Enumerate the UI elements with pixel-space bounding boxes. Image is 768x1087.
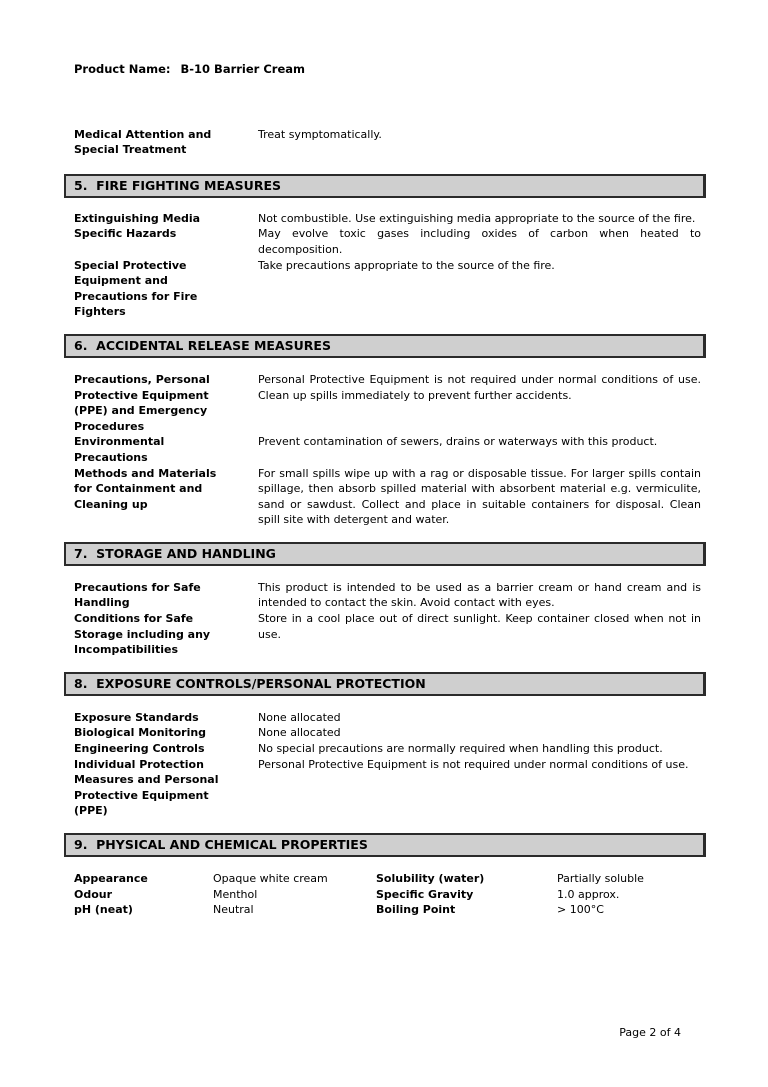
section-title: 9. PHYSICAL AND CHEMICAL PROPERTIES — [74, 837, 368, 852]
field-value: Take precautions appropriate to the source of the fire. — [258, 258, 555, 272]
field-value: May evolve toxic gases including oxides of carbon when heated to decomposition. — [258, 227, 701, 256]
field-row — [74, 741, 701, 757]
field-row — [74, 710, 701, 726]
field-value: Store in a cool place out of direct sunlight. Keep container closed when not in use. — [258, 612, 701, 641]
property-label: Solubility (water) — [376, 872, 485, 885]
section-title: 7. STORAGE AND HANDLING — [74, 545, 276, 561]
product-name-line — [74, 62, 701, 78]
section-header-bar — [64, 334, 706, 358]
product-name-value: B-10 Barrier Cream — [180, 62, 305, 76]
field-row — [74, 466, 701, 528]
property-value: Menthol — [213, 887, 258, 901]
section-header-bar — [64, 672, 706, 696]
field-value: This product is intended to be used as a barrier cream or hand cream and is intended to contact the skin. Avoid contact with eyes. — [258, 580, 701, 610]
field-row — [74, 372, 701, 434]
field-row — [74, 580, 701, 611]
field-label: Environmental Precautions — [74, 435, 165, 464]
field-row — [74, 226, 701, 257]
property-value: Partially soluble — [557, 872, 644, 885]
page-number: Page 2 of 4 — [619, 1026, 681, 1039]
property-row — [74, 871, 701, 887]
field-label: Precautions, Personal Protective Equipment (PPE) and Emergency Procedures — [74, 372, 210, 433]
field-row — [74, 434, 701, 465]
field-label: Biological Monitoring — [74, 726, 207, 740]
field-value: Not combustible. Use extinguishing media appropriate to the source of the fire. — [258, 211, 696, 225]
property-label: Appearance — [74, 872, 148, 885]
property-value: 1.0 approx. — [557, 887, 620, 901]
field-row — [74, 258, 701, 320]
property-value: > 100°C — [557, 903, 604, 917]
property-label: Specific Gravity — [376, 887, 474, 901]
field-value: None allocated — [258, 726, 341, 740]
field-label: Special Protective Equipment and Precautions for Fire Fighters — [74, 258, 198, 319]
section-body — [74, 871, 701, 918]
field-label: Exposure Standards — [74, 710, 199, 724]
property-label: pH (neat) — [74, 903, 133, 917]
property-row — [74, 887, 701, 903]
field-value: None allocated — [258, 710, 341, 724]
section-header-bar — [64, 542, 706, 566]
field-value: Prevent contamination of sewers, drains or waterways with this product. — [258, 435, 658, 449]
field-value: Personal Protective Equipment is not required under normal conditions of use. — [258, 757, 689, 771]
field-value: Personal Protective Equipment is not required under normal conditions of use. Clean up spills immediately to prevent further accidents. — [258, 372, 701, 402]
property-value: Opaque white cream — [213, 872, 328, 885]
field-row — [74, 757, 701, 819]
section-title: 8. EXPOSURE CONTROLS/PERSONAL PROTECTION — [74, 675, 426, 691]
sections-container — [0, 174, 768, 918]
field-row — [74, 725, 701, 741]
field-value: Treat symptomatically. — [258, 127, 382, 141]
section-body — [74, 710, 701, 819]
section-title: 5. FIRE FIGHTING MEASURES — [74, 177, 281, 193]
field-label: Individual Protection Measures and Personal Protective Equipment (PPE) — [74, 757, 219, 818]
section-body — [74, 372, 701, 528]
property-row — [74, 902, 701, 918]
product-name-label: Product Name: — [74, 62, 171, 76]
section-header-bar — [64, 833, 706, 857]
section-title: 6. ACCIDENTAL RELEASE MEASURES — [74, 337, 331, 353]
field-value: No special precautions are normally required when handling this product. — [258, 742, 663, 756]
section-body — [74, 580, 701, 658]
field-label: Specific Hazards — [74, 227, 177, 241]
property-value: Neutral — [213, 903, 254, 917]
field-row — [74, 211, 701, 227]
field-label: Precautions for Safe Handling — [74, 580, 201, 610]
field-row — [74, 611, 701, 658]
section-body — [74, 211, 701, 320]
property-label: Odour — [74, 887, 113, 901]
intro-field-rows — [74, 127, 701, 158]
property-label: Boiling Point — [376, 903, 456, 917]
section-header-bar — [64, 174, 706, 198]
field-label: Conditions for Safe Storage including any Incompatibilities — [74, 612, 211, 657]
field-label: Medical Attention and Special Treatment — [74, 127, 212, 157]
field-label: Methods and Materials for Containment and Cleaning up — [74, 466, 217, 511]
field-row — [74, 127, 701, 158]
field-label: Engineering Controls — [74, 742, 205, 756]
field-value: For small spills wipe up with a rag or disposable tissue. For larger spills contain spillage, then absorb spilled material with absorbent material e.g. vermiculite, sand or sawdust. Collect and place in suitable containers for disposal. Clean spill site with detergent and water. — [258, 466, 701, 527]
field-label: Extinguishing Media — [74, 211, 201, 225]
